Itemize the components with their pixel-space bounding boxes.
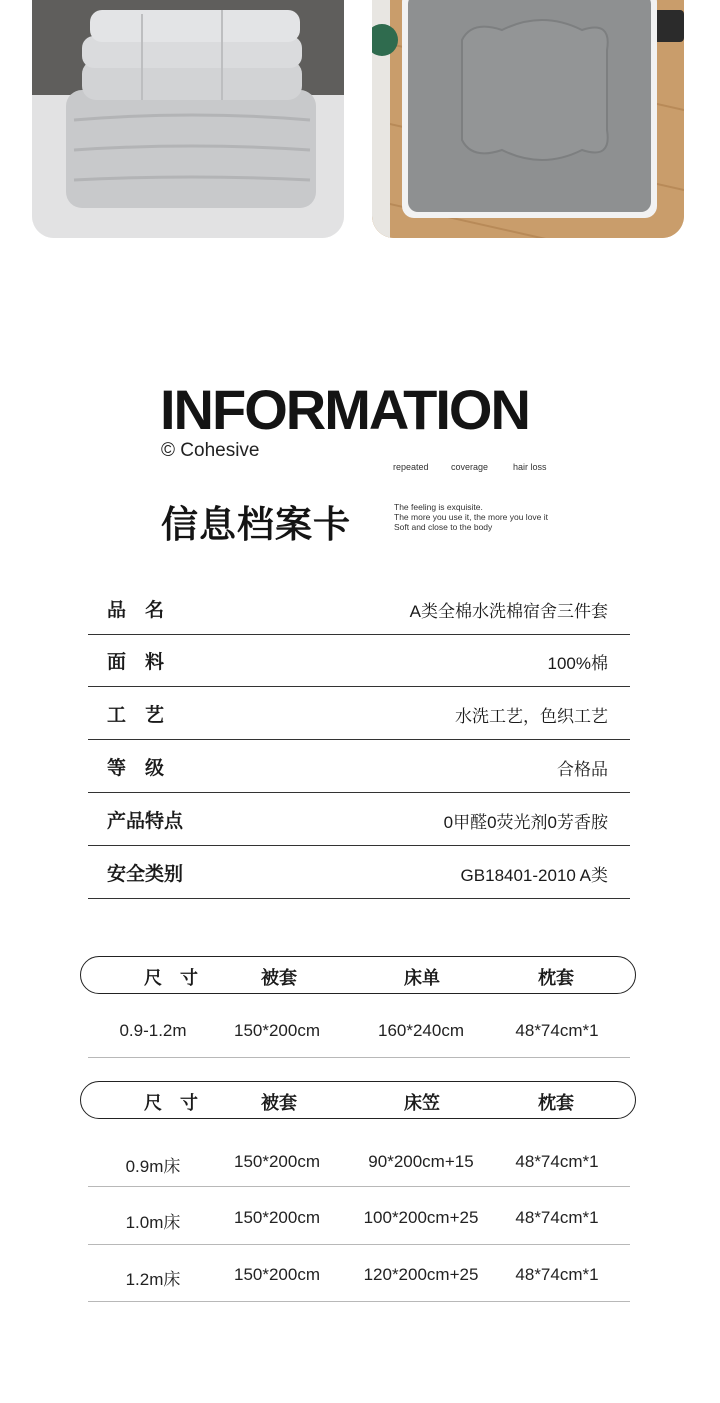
- folded-duvet-illustration: [32, 0, 344, 238]
- column-header: 枕套: [538, 1093, 574, 1113]
- info-value: 0甲醛0荧光剂0芳香胺: [443, 813, 608, 832]
- table-cell: 100*200cm+25: [363, 1208, 479, 1227]
- column-header: 床单: [404, 968, 440, 988]
- table-row: [88, 1245, 630, 1302]
- info-row: [88, 852, 630, 899]
- size-table-header: [80, 956, 636, 994]
- slogan-line: Soft and close to the body: [394, 522, 493, 532]
- table-cell: 120*200cm+25: [363, 1265, 479, 1284]
- info-row: [88, 799, 630, 846]
- floor-mattress-illustration: [372, 0, 684, 238]
- table-cell: 1.2m床: [125, 1270, 181, 1289]
- info-label: 品 名: [107, 600, 165, 621]
- info-value: 水洗工艺，色织工艺: [455, 707, 608, 726]
- tag-repeated: repeated: [393, 462, 429, 472]
- info-row: [88, 693, 630, 740]
- table-cell: 160*240cm: [377, 1021, 464, 1040]
- info-label: 面 料: [107, 652, 165, 673]
- folded-duvet-photo: [32, 0, 344, 238]
- column-header: 被套: [261, 1093, 297, 1113]
- tag-coverage: coverage: [451, 462, 489, 472]
- table-row: [88, 1000, 630, 1058]
- info-label: 等 级: [107, 758, 165, 779]
- size-table-header: [80, 1081, 636, 1119]
- brand-name: © Cohesive: [161, 440, 260, 461]
- slogan-line: The feeling is exquisite.: [394, 502, 483, 512]
- table-cell: 90*200cm+15: [368, 1152, 474, 1171]
- slogan-line: The more you use it, the more you love it: [394, 512, 549, 522]
- info-label: 安全类别: [107, 864, 184, 885]
- info-label: 产品特点: [107, 811, 184, 832]
- page-title: INFORMATION: [160, 378, 529, 441]
- table-cell: 48*74cm*1: [515, 1152, 599, 1171]
- info-row: [88, 640, 630, 687]
- info-value: 合格品: [557, 760, 608, 779]
- table-cell: 1.0m床: [125, 1213, 181, 1232]
- table-row: [88, 1131, 630, 1187]
- info-value: 100%棉: [547, 654, 608, 673]
- table-cell: 0.9m床: [125, 1157, 181, 1176]
- column-header: 床笠: [404, 1093, 440, 1113]
- info-value: A类全棉水洗棉宿舍三件套: [409, 602, 608, 621]
- floor-mattress-photo: [372, 0, 684, 238]
- column-header: 枕套: [538, 968, 574, 988]
- info-value: GB18401-2010 A类: [460, 866, 608, 885]
- info-label: 工 艺: [107, 705, 165, 726]
- table-cell: 48*74cm*1: [515, 1265, 599, 1284]
- info-card-title: 信息档案卡: [161, 504, 351, 545]
- column-header: 尺 寸: [144, 968, 198, 988]
- column-header: 尺 寸: [144, 1093, 198, 1113]
- info-row: [88, 746, 630, 793]
- table-cell: 150*200cm: [233, 1152, 320, 1171]
- table-cell: 0.9-1.2m: [119, 1021, 187, 1040]
- column-header: 被套: [261, 968, 297, 988]
- table-cell: 150*200cm: [233, 1208, 320, 1227]
- info-row: [88, 588, 630, 635]
- table-cell: 150*200cm: [233, 1265, 320, 1284]
- tag-hair-loss: hair loss: [513, 462, 547, 472]
- table-cell: 150*200cm: [233, 1021, 320, 1040]
- table-row: [88, 1187, 630, 1245]
- table-cell: 48*74cm*1: [515, 1021, 599, 1040]
- table-cell: 48*74cm*1: [515, 1208, 599, 1227]
